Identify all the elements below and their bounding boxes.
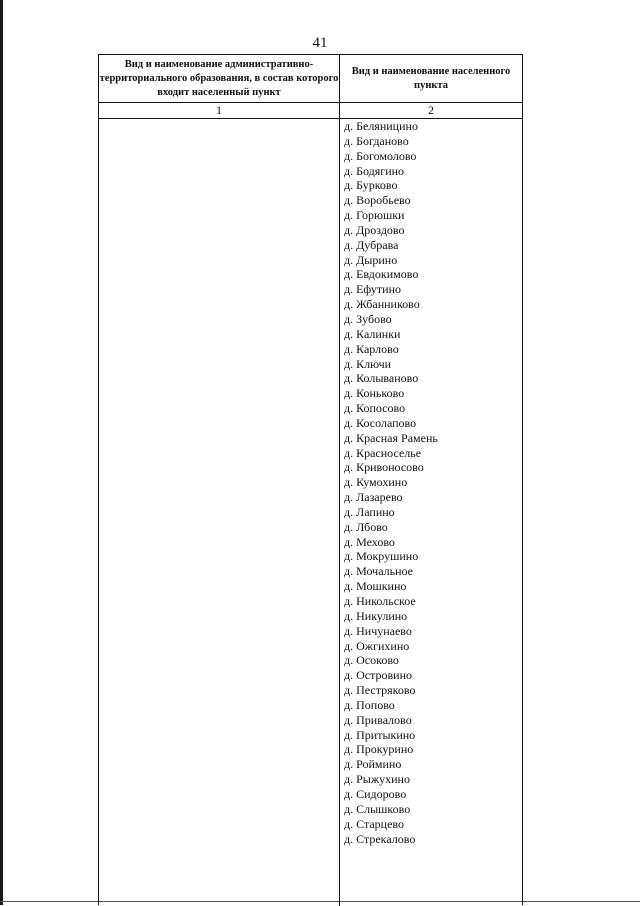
settlement-item: д. Карлово bbox=[344, 341, 399, 356]
settlement-item: д. Ничунаево bbox=[344, 623, 412, 638]
settlement-item: д. Ключи bbox=[344, 356, 392, 371]
settlement-item: д. Осоково bbox=[344, 653, 399, 668]
header-settlement: Вид и наименование населенного пункта bbox=[351, 65, 511, 91]
settlement-item: д. Бодягино bbox=[344, 163, 405, 178]
settlement-item: д. Роймино bbox=[344, 757, 402, 772]
settlement-item: д. Воробьево bbox=[344, 193, 411, 208]
settlement-item: д. Сидорово bbox=[344, 786, 407, 801]
column-number-1: 1 bbox=[216, 103, 222, 117]
settlement-list bbox=[344, 119, 520, 846]
settlement-item: д. Кумохино bbox=[344, 475, 408, 490]
settlement-item: д. Лапино bbox=[344, 504, 395, 519]
settlement-item: д. Копосово bbox=[344, 401, 406, 416]
settlement-item: д. Горюшки bbox=[344, 208, 405, 223]
column-divider bbox=[339, 55, 340, 906]
settlement-item: д. Кривоносово bbox=[344, 460, 424, 475]
settlement-item: д. Слышково bbox=[344, 801, 411, 816]
settlement-item: д. Коньково bbox=[344, 386, 405, 401]
settlement-item: д. Лазарево bbox=[344, 490, 403, 505]
settlement-item: д. Прокурино bbox=[344, 742, 414, 757]
settlement-item: д. Мехово bbox=[344, 534, 395, 549]
settlement-item: д. Лбово bbox=[344, 519, 388, 534]
settlement-item: д. Привалово bbox=[344, 712, 412, 727]
settlement-item: д. Красноселье bbox=[344, 445, 422, 460]
settlement-item: д. Богданово bbox=[344, 133, 409, 148]
settlement-item: д. Мочальное bbox=[344, 564, 413, 579]
settlement-item: д. Мокрушино bbox=[344, 549, 419, 564]
settlement-item: д. Старцево bbox=[344, 816, 404, 831]
settlement-item: д. Никулино bbox=[344, 608, 408, 623]
settlement-item: д. Богомолово bbox=[344, 148, 417, 163]
settlement-item: д. Зубово bbox=[344, 311, 392, 326]
page-number: 41 bbox=[312, 35, 328, 51]
settlement-item: д. Стрекалово bbox=[344, 831, 416, 846]
header-admin-unit: Вид и наименование административно-территориального образования, в состав которого входит населенный пункт bbox=[99, 58, 339, 98]
column-number-2: 2 bbox=[428, 103, 434, 117]
settlement-item: д. Попово bbox=[344, 697, 395, 712]
settlement-item: д. Дроздово bbox=[344, 222, 405, 237]
settlement-item: д. Мошкино bbox=[344, 579, 407, 594]
settlement-item: д. Никольское bbox=[344, 594, 416, 608]
column-number-row bbox=[99, 103, 522, 119]
settlement-item: д. Островино bbox=[344, 668, 412, 683]
settlements-table bbox=[98, 54, 523, 905]
settlement-item: д. Дырино bbox=[344, 252, 398, 267]
settlement-item: д. Рыжухино bbox=[344, 772, 410, 787]
settlement-item: д. Красная Рамень bbox=[344, 430, 438, 445]
settlement-item: д. Колываново bbox=[344, 371, 419, 386]
settlement-item: д. Бурково bbox=[344, 178, 398, 193]
settlement-item: д. Притыкино bbox=[344, 727, 416, 742]
settlement-item: д. Ожгихино bbox=[344, 638, 410, 653]
settlement-item: д. Пестряково bbox=[344, 683, 416, 698]
settlement-item: д. Ефутино bbox=[344, 282, 401, 297]
scan-edge-left bbox=[0, 0, 3, 905]
settlement-item: д. Беляницино bbox=[344, 119, 418, 133]
table-header-row bbox=[99, 55, 522, 103]
settlement-item: д. Косолапово bbox=[344, 415, 417, 430]
settlement-item: д. Дубрава bbox=[344, 237, 399, 252]
settlement-item: д. Жбанниково bbox=[344, 297, 420, 312]
settlement-item: д. Калинки bbox=[344, 326, 401, 341]
settlement-item: д. Евдокимово bbox=[344, 267, 419, 282]
